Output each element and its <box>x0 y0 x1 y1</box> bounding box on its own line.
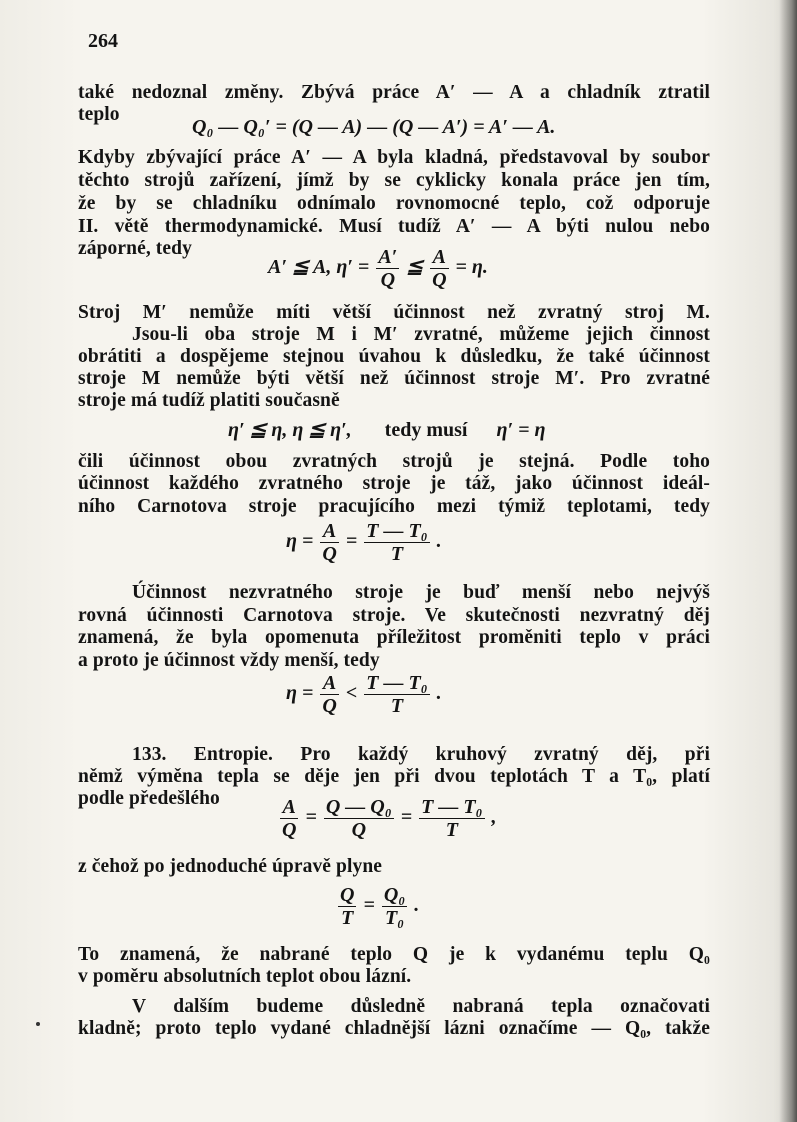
fraction-denominator: T <box>341 907 354 929</box>
fraction-numerator: A <box>320 672 338 695</box>
fraction <box>364 520 429 565</box>
text-line: němž výměna tepla se děje jen při dvou teplotách T a T₀, platí <box>78 766 710 787</box>
fraction-denominator: T <box>390 543 404 565</box>
fraction-denominator: T <box>390 695 404 717</box>
fraction <box>382 884 407 929</box>
text-line: teplo <box>78 104 120 125</box>
fraction-denominator: Q <box>380 269 396 291</box>
fraction-denominator: T₀ <box>384 907 405 929</box>
equation-reversible-equal <box>228 418 545 442</box>
equation-entropy-ratio <box>278 796 497 841</box>
fraction-numerator: A <box>280 796 298 819</box>
section-heading-line: 133. Entropie. Pro každý kruhový zvratný děj, při <box>132 744 710 765</box>
fraction-denominator: Q <box>432 269 447 291</box>
fraction <box>320 520 338 565</box>
eq-part: ≦ <box>406 256 424 279</box>
text-line: znamená, že byla opomenuta příležitost proměniti teplo v práci <box>78 627 710 648</box>
text-line: V dalším budeme důsledně nabraná tepla označovati <box>132 996 710 1017</box>
text-line: Stroj M′ nemůže míti větší účinnost než zvratný stroj M. <box>78 302 710 323</box>
eq-part: = η. <box>455 256 488 279</box>
fraction-numerator: A <box>430 246 448 269</box>
fraction <box>338 884 356 929</box>
eq-part: η′ ≦ η, η ≦ η′, <box>228 419 352 441</box>
fraction-numerator: A′ <box>378 246 398 268</box>
eq-part: η = <box>286 682 314 705</box>
text-line: v poměru absolutních teplot obou lázní. <box>78 966 412 987</box>
text-line: kladně; proto teplo vydané chladnější lázni označíme — Q₀, takže <box>78 1018 710 1039</box>
text-line: To znamená, že nabrané teplo Q je k vydanému teplu Q₀ <box>78 944 710 965</box>
text-line: a proto je účinnost vždy menší, tedy <box>78 650 380 671</box>
fraction <box>280 796 298 841</box>
fraction-numerator: T — T₀ <box>366 520 428 542</box>
page-number: 264 <box>88 30 118 52</box>
fraction <box>430 246 448 291</box>
eq-part: , <box>491 806 497 829</box>
fraction <box>419 796 484 841</box>
fraction-numerator: Q <box>340 884 355 906</box>
text-line: stroje má tudíž platiti současně <box>78 390 340 411</box>
text-line: záporné, tedy <box>78 238 192 259</box>
equation-heat-balance: Q₀ — Q₀′ = (Q — A) — (Q — A′) = A′ — A. <box>192 116 556 138</box>
text-line: těchto strojů zařízení, jímž by se cyklicky konala práce jen tím, <box>78 170 710 191</box>
equation-irreversible-efficiency <box>286 672 442 717</box>
scan-speck <box>36 1022 40 1026</box>
eq-part: . <box>436 530 442 553</box>
fraction <box>320 672 338 717</box>
page-edge-shadow <box>779 0 797 1122</box>
text-line: Účinnost nezvratného stroje je buď menší nebo nejvýš <box>132 582 710 603</box>
text-line: obrátiti a dospějeme stejnou úvahou k důsledku, že také účinnost <box>78 346 710 367</box>
eq-part: = <box>400 806 413 829</box>
eq-part: < <box>345 682 358 705</box>
text-line: ního Carnotova stroje pracujícího mezi týmiž teplotami, tedy <box>78 496 710 517</box>
fraction-numerator: Q — Q₀ <box>325 796 392 818</box>
text-line: Jsou-li oba stroje M i M′ zvratné, můžeme jejich činnost <box>132 324 710 345</box>
text-line: že by se chladníku odnímalo rovnomocné teplo, což odporuje <box>78 193 710 214</box>
fraction-denominator: Q <box>322 543 337 565</box>
eq-part: tedy musí <box>384 419 468 441</box>
text-line: Kdyby zbývající práce A′ — A byla kladná, představoval by soubor <box>78 147 710 168</box>
text-line: čili účinnost obou zvratných strojů je stejná. Podle toho <box>78 451 710 472</box>
eq-part: η = <box>286 530 314 553</box>
fraction-denominator: T <box>445 819 458 841</box>
eq-part: = <box>345 530 358 553</box>
eq-part: = <box>305 806 317 829</box>
fraction <box>364 672 429 717</box>
fraction <box>376 246 399 291</box>
eq-part: η′ = η <box>496 419 546 441</box>
eq-part: . <box>436 682 442 705</box>
fraction-numerator: T — T₀ <box>366 672 428 694</box>
eq-part: . <box>414 894 420 917</box>
fraction-numerator: T — T₀ <box>421 796 483 818</box>
fraction-denominator: Q <box>282 819 297 841</box>
text-line: II. větě thermodynamické. Musí tudíž A′ — A býti nulou nebo <box>78 216 710 237</box>
fraction <box>324 796 394 841</box>
text-line: z čehož po jednoduché úpravě plyne <box>78 856 383 877</box>
fraction-denominator: Q <box>322 695 337 717</box>
text-line: účinnost každého zvratného stroje je táž, jako účinnost ideál- <box>78 473 710 494</box>
fraction-numerator: Q₀ <box>383 884 406 906</box>
eq-part: = <box>363 894 375 917</box>
fraction-denominator: Q <box>351 819 367 841</box>
fraction-numerator: A <box>320 520 338 543</box>
text-line: rovná účinnosti Carnotova stroje. Ve skutečnosti nezvratný děj <box>78 605 710 626</box>
equation-heat-temperature-ratio <box>336 884 419 929</box>
eq-part: A′ ≦ A, η′ = <box>268 256 370 279</box>
text-line: také nedoznal změny. Zbývá práce A′ — A a chladník ztratil <box>78 82 710 103</box>
equation-efficiency-inequality <box>268 246 488 291</box>
text-line: stroje M nemůže býti větší než účinnost stroje M′. Pro zvratné <box>78 368 710 389</box>
equation-carnot-efficiency <box>286 520 442 565</box>
text-line: podle předešlého <box>78 788 220 809</box>
